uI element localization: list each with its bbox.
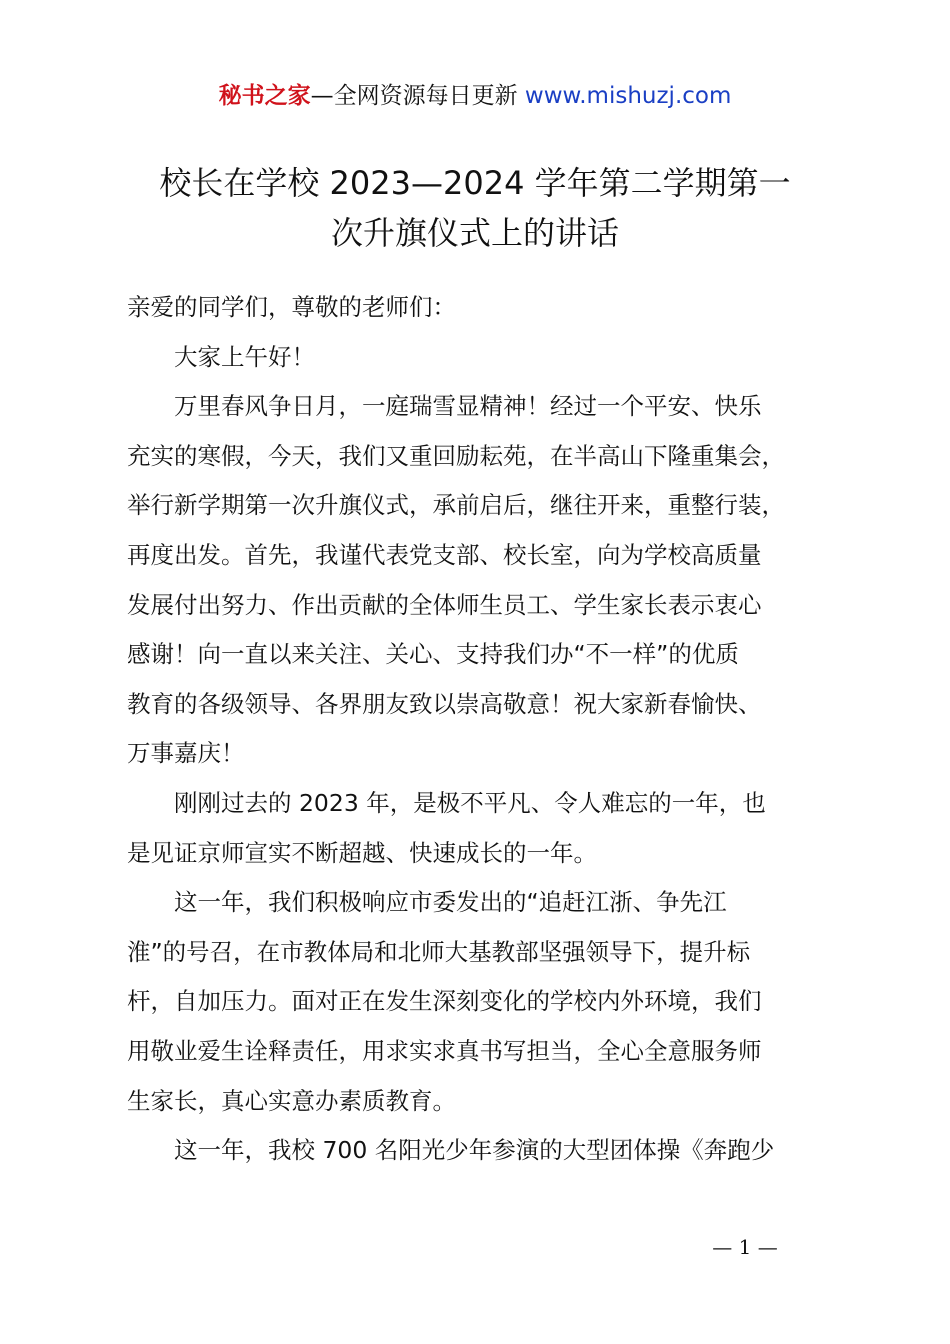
text-line: 万事嘉庆！ — [127, 739, 245, 768]
header-tagline: —全网资源每日更新 — [310, 83, 518, 109]
text-line: 充实的寒假，今天，我们又重回励耘苑，在半高山下隆重集会， — [127, 441, 785, 470]
text-line: 刚刚过去的 2023 年，是极不平凡、令人难忘的一年，也 — [174, 788, 766, 817]
brand-name: 秘书之家 — [218, 83, 311, 109]
text-line: 是见证京师宣实不断超越、快速成长的一年。 — [127, 838, 597, 867]
salutation-line: 亲爱的同学们，尊敬的老师们： — [127, 293, 456, 321]
text-line: 这一年，我校 700 名阳光少年参演的大型团体操《奔跑少 — [174, 1136, 775, 1165]
site-header — [0, 80, 950, 112]
text-line: 这一年，我们积极响应市委发出的“追赶江浙、争先江 — [174, 888, 727, 917]
text-line: 用敬业爱生诠释责任，用求实求真书写担当，全心全意服务师 — [127, 1036, 762, 1065]
document-title — [100, 158, 850, 258]
text-line: 感谢！向一直以来关注、关心、支持我们办“不一样”的优质 — [127, 640, 739, 669]
document-body — [127, 283, 857, 1176]
text-line: 生家长，真心实意办素质教育。 — [127, 1086, 456, 1115]
text-line: 教育的各级领导、各界朋友致以崇高敬意！祝大家新春愉快、 — [127, 689, 762, 718]
page-number: — 1 — — [712, 1235, 778, 1259]
text-line: 淮”的号召，在市教体局和北师大基教部坚强领导下，提升标 — [127, 937, 751, 966]
title-line-1: 校长在学校 2023—2024 学年第二学期第一 — [159, 164, 791, 202]
text-line: 再度出发。首先，我谨代表党支部、校长室，向为学校高质量 — [127, 540, 762, 569]
text-line: 发展付出努力、作出贡献的全体师生员工、学生家长表示衷心 — [127, 590, 762, 619]
text-line: 万里春风争日月，一庭瑞雪显精神！经过一个平安、快乐 — [174, 392, 762, 421]
text-line: 举行新学期第一次升旗仪式，承前启后，继往开来，重整行装， — [127, 491, 785, 520]
text-line: 杆，自加压力。面对正在发生深刻变化的学校内外环境，我们 — [127, 987, 762, 1016]
site-url[interactable]: www.mishuzj.com — [524, 83, 732, 109]
title-line-2: 次升旗仪式上的讲话 — [330, 214, 619, 252]
text-line: 大家上午好！ — [174, 342, 315, 371]
